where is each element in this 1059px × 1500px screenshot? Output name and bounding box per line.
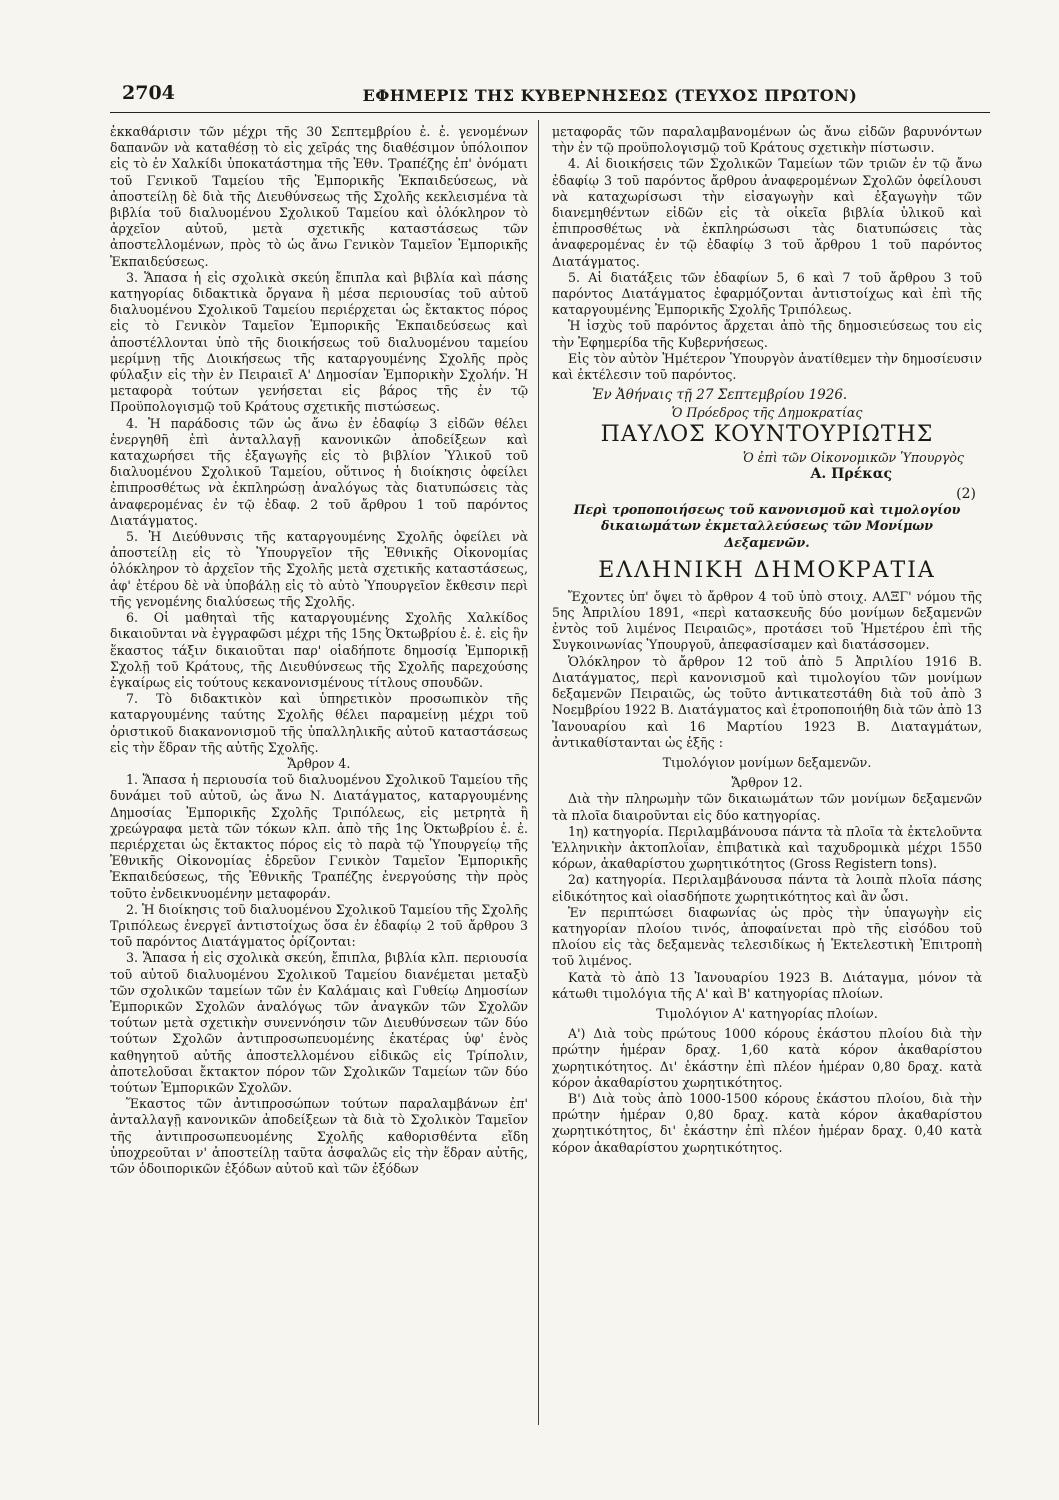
paragraph: 2α) κατηγορία. Περιλαμβάνουσα πάντα τὰ λοιπὰ πλοῖα πάσης εἰδικότητος καὶ οἱασδήποτε χωρητικότητος καὶ ἂν ὦσι. (552, 872, 982, 904)
paragraph: Διὰ τὴν πληρωμὴν τῶν δικαιωμάτων τῶν μονίμων δεξαμενῶν τὰ πλοῖα διαιροῦνται εἰς δύο κατηγορίας. (552, 791, 982, 823)
paragraph: 2. Ἡ διοίκησις τοῦ διαλυομένου Σχολικοῦ Ταμείου τῆς Σχολῆς Τριπόλεως ἐνεργεῖ ἀντιστοίχως ὅσα ἐν ἐδαφίῳ 2 τοῦ ἄρθρου 3 τοῦ παρόντος Διατάγματος ὁρίζονται: (110, 901, 528, 950)
article-heading: Ἄρθρον 4. (287, 755, 351, 771)
column-divider (538, 120, 539, 1425)
paragraph: 3. Ἅπασα ἡ εἰς σχολικὰ σκεύη, ἔπιπλα, βιβλία κλπ. περιουσία τοῦ αὐτοῦ διαλυομένου Σχολικοῦ Ταμείου διανέμεται μεταξὺ τῶν σχολικῶν ταμείων τῶν ἐν Καλάμαις καὶ Γυθείῳ Δημοσίων Ἐμπορικῶν Σχολῶν ἀναλόγως τῶν ἀναγκῶν τῶν Σχολῶν τούτων μετὰ σχετικὴν συνεννόησιν τῶν Διευθύνσεων τῶν δύο τούτων Σχολῶν ἀντιπροσωπευομένης ἑκατέρας ὑφ' ἑνὸς καθηγητοῦ αὐτῆς ἀποστελλομένου εἰδικῶς εἰς Τρίπολιν, ἀποτελοῦσαι ἔκτακτον πόρον τῶν Σχολικῶν Ταμείων τῶν δύο τούτων Ἐμπορικῶν Σχολῶν. (110, 950, 528, 1095)
paragraph: Β') Διὰ τοὺς ἀπὸ 1000-1500 κόρους ἑκάστου πλοίου, διὰ τὴν πρώτην ἡμέραν 0,80 δραχ. κατὰ κόρον ἀκαθαρίστου χωρητικότητος, δι' ἑκάστην ἐπὶ πλέον ἡμέραν δραχ. 0,40 κατὰ κόρον ἀκαθαρίστου χωρητικότητος. (552, 1090, 982, 1155)
republic-heading: ΕΛΛΗΝΙΚΗ ΔΗΜΟΚΡΑΤΙΑ (598, 557, 936, 583)
paragraph: 3. Ἅπασα ἡ εἰς σχολικὰ σκεύη ἔπιπλα καὶ βιβλία καὶ πάσης κατηγορίας διδακτικὰ ὄργανα ἢ μέσα περιουσίας τοῦ αὐτοῦ διαλυομένου Σχολικοῦ Ταμείου περιέρχεται ὡς ἔκτακτος πόρος εἰς τὸ Γενικὸν Ταμεῖον Ἐμπορικῆς Ἐκπαιδεύσεως καὶ ἀποστέλλονται ὑπὸ τῆς διοικήσεως τοῦ διαλυομένου ταμείου μερίμνῃ τῆς Διοικήσεως τῆς καταργουμένης Σχολῆς πρὸς φύλαξιν εἰς τὴν ἐν Πειραιεῖ Α' Δημοσίαν Ἐμπορικὴν Σχολήν. Ἡ μεταφορὰ τούτων γενήσεται εἰς βάρος τῆς ἐν τῷ Προϋπολογισμῷ τοῦ Κράτους σχετικῆς πιστώσεως. (110, 269, 528, 415)
paragraph: Εἰς τὸν αὐτὸν Ἡμέτερον Ὑπουργὸν ἀνατίθεμεν τὴν δημοσίευσιν καὶ ἐκτέλεσιν τοῦ παρόντος. (552, 350, 982, 383)
paragraph: Α') Διὰ τοὺς πρώτους 1000 κόρους ἑκάστου πλοίου διὰ τὴν πρώτην ἡμέραν δραχ. 1,60 κατὰ κόρον ἀκαθαρίστου χωρητικότητος. Δι' ἑκάστην ἐπὶ πλέον ἡμέραν 0,80 δραχ. κατὰ κόρον ἀκαθαρίστου χωρητικότητος. (552, 1026, 982, 1090)
paragraph: Ἐν περιπτώσει διαφωνίας ὡς πρὸς τὴν ὑπαγωγὴν εἰς κατηγορίαν πλοίου τινός, ἀποφαίνεται πρὸ τῆς εἰσόδου τοῦ πλοίου εἰς τὰς δεξαμενὰς τελεσιδίκως ἡ Ἐκτελεστικὴ Ἐπιτροπὴ τοῦ λιμένος. (552, 904, 982, 969)
paragraph: 5. Ἡ Διεύθυνσις τῆς καταργουμένης Σχολῆς ὀφείλει νὰ ἀποστείλῃ εἰς τὸ Ὑπουργεῖον τῆς Ἐθνικῆς Οἰκονομίας ὁλόκληρον τὸ ἀρχεῖον τῆς Σχολῆς μετὰ σχετικῆς καταστάσεως, ἀφ' ἑτέρου δὲ νὰ ὑποβάλῃ εἰς τὸ αὐτὸ Ὑπουργεῖον ἔκθεσιν περὶ τῆς γενομένης διαλύσεως τῆς Σχολῆς. (110, 529, 528, 609)
paragraph: Ἔχοντες ὑπ' ὄψει τὸ ἄρθρον 4 τοῦ ὑπὸ στοιχ. ΑΛΞΓ' νόμου τῆς 5ης Ἀπριλίου 1891, «περὶ κατασκευῆς δύο μονίμων δεξαμενῶν ἐντὸς τοῦ λιμένος Πειραιῶς», προτάσει τοῦ Ἡμετέρου ἐπὶ τῆς Συγκοινωνίας Ὑπουργοῦ, ἀπεφασίσαμεν καὶ διατάσσομεν. (552, 588, 982, 653)
paragraph: 5. Αἱ διατάξεις τῶν ἐδαφίων 5, 6 καὶ 7 τοῦ ἄρθρου 3 τοῦ παρόντος Διατάγματος ἐφαρμόζονται ἀντιστοίχως καὶ ἐπὶ τῆς καταργουμένης Ἐμπορικῆς Σχολῆς Τριπόλεως. (552, 269, 982, 318)
article-heading: Ἄρθρον 12. (731, 775, 803, 791)
minister-role: Ὁ ἐπὶ τῶν Οἰκονομικῶν Ὑπουργὸς (742, 449, 964, 465)
running-title: ΕΦΗΜΕΡΙΣ ΤΗΣ ΚΥΒΕΡΝΗΣΕΩΣ (ΤΕΥΧΟΣ ΠΡΩΤΟΝ) (362, 86, 858, 105)
paragraph: μεταφορᾶς τῶν παραλαμβανομένων ὡς ἄνω εἰδῶν βαρυνόντων τὴν ἐν τῷ προϋπολογισμῷ τοῦ Κράτους σχετικὴν πίστωσιν. (552, 124, 982, 156)
page-header (110, 82, 990, 112)
paragraph: Ἕκαστος τῶν ἀντιπροσώπων τούτων παραλαμβάνων ἐπ' ἀνταλλαγῇ κανονικῶν ἀποδείξεων τὰ διὰ τὸ Σχολικὸν Ταμεῖον τῆς ἀντιπροσωπευομένης Σχολῆς καθορισθέντα εἴδη ὑποχρεοῦται ν' ἀποστείλῃ ταῦτα ἀσφαλῶς εἰς τὴν ἕδραν αὐτῆς, τῶν ὁδοιπορικῶν ἐξόδων αὐτοῦ καὶ τῶν ἐξόδων (110, 1096, 528, 1176)
tariff-heading: Τιμολόγιον μονίμων δεξαμενῶν. (662, 754, 872, 770)
minister-name: Α. Πρέκας (810, 465, 892, 482)
paragraph: 1η) κατηγορία. Περιλαμβάνουσα πάντα τὰ πλοῖα τὰ ἐκτελοῦντα Ἑλληνικὴν ἀκτοπλοΐαν, ἐπιβατικὰ καὶ ταχυδρομικὰ μέχρι 1550 κόρων, ἀκαθαρίστου χωρητικότητος (Gross Registern tons). (552, 823, 982, 872)
right-column (552, 124, 982, 1156)
paragraph: Ὁλόκληρον τὸ ἄρθρον 12 τοῦ ἀπὸ 5 Ἀπριλίου 1916 Β. Διατάγματος, περὶ κανονισμοῦ καὶ τιμολογίου τῶν μονίμων δεξαμενῶν Πειραιῶς, ὡς τοῦτο ἀντικατεστάθη διὰ τοῦ ἀπὸ 3 Νοεμβρίου 1922 Β. Διατάγματος καὶ ἐτροποποιήθη διὰ τῶν ἀπὸ 13 Ἰανουαρίου καὶ 16 Μαρτίου 1923 Β. Διαταγμάτων, ἀντικαθίστανται ὡς ἑξῆς : (552, 653, 982, 750)
president-role: Ὁ Πρόεδρος τῆς Δημοκρατίας (671, 405, 863, 421)
decree-number: (2) (956, 486, 976, 503)
signature-date: Ἐν Ἀθήναις τῇ 27 Σεπτεμβρίου 1926. (592, 387, 848, 404)
page-number: 2704 (122, 82, 175, 104)
paragraph: 1. Ἅπασα ἡ περιουσία τοῦ διαλυομένου Σχολικοῦ Ταμείου τῆς δυνάμει τοῦ αὐτοῦ, ὡς ἄνω Ν. Διατάγματος, καταργουμένης Δημοσίας Ἐμπορικῆς Σχολῆς Τριπόλεως, εἰς μετρητὰ ἢ χρεώγραφα μετὰ τῶν τόκων κλπ. ἀπὸ τῆς 1ης Ὀκτωβρίου ἐ. ἐ. περιέρχεται ὡς ἔκτακτος πόρος εἰς τὸ παρὰ τῷ Ὑπουργείῳ τῆς Ἐθνικῆς Οἰκονομίας ἑδρεῦον Γενικὸν Ταμεῖον Ἐμπορικῆς Ἐκπαιδεύσεως, τῆς Ἐθνικῆς Τραπέζης ἐνεργούσης τὴν πρὸς τοῦτο ἐνδεικνυομένην μεταφοράν. (110, 772, 528, 901)
paragraph: 4. Ἡ παράδοσις τῶν ὡς ἄνω ἐν ἐδαφίῳ 3 εἰδῶν θέλει ἐνεργηθῆ ἐπὶ ἀνταλλαγῇ κανονικῶν ἀποδείξεων καὶ καταχωρήσει τῆς ἐξαγωγῆς εἰς τὸ βιβλίον Ὑλικοῦ τοῦ διαλυομένου Σχολικοῦ Ταμείου, οὕτινος ἡ διοίκησις ὀφείλει ἐπιπροσθέτως νὰ ἐκπληρώσῃ ἀναλόγως τὰς διατυπώσεις τὰς ἀναφερομένας ἐν τῷ ἐδαφ. 2 τοῦ ἄρθρου 1 τοῦ παρόντος Διατάγματος. (110, 415, 528, 528)
paragraph: 7. Τὸ διδακτικὸν καὶ ὑπηρετικὸν προσωπικὸν τῆς καταργουμένης ταύτης Σχολῆς θέλει παραμείνῃ μέχρι τοῦ ὁριστικοῦ διακανονισμοῦ τῆς ὑπαλληλικῆς αὐτοῦ καταστάσεως εἰς τὴν ἕδραν τῆς αὐτῆς Σχολῆς. (110, 691, 528, 755)
paragraph: Ἡ ἰσχὺς τοῦ παρόντος ἄρχεται ἀπὸ τῆς δημοσιεύσεως του εἰς τὴν Ἐφημερίδα τῆς Κυβερνήσεως. (552, 318, 982, 350)
paragraph: ἐκκαθάρισιν τῶν μέχρι τῆς 30 Σεπτεμβρίου ἐ. ἐ. γενομένων δαπανῶν νὰ καταθέσῃ τὸ εἰς χεῖράς της διαθέσιμον ὑπόλοιπον εἰς τὸ ἐν Χαλκίδι ὑποκατάστημα τῆς Ἐθν. Τραπέζης ἐπ' ὀνόματι τοῦ Γενικοῦ Ταμείου τῆς Ἐμπορικῆς Ἐκπαιδεύσεως, νὰ ἀποστείλῃ δὲ διὰ τῆς Διευθύνσεως τῆς Σχολῆς κεκλεισμένα τὰ βιβλία τοῦ διαλυομένου Σχολικοῦ Ταμείου καὶ ὁλόκληρον τὸ ἀρχεῖον αὐτοῦ, μετὰ σχετικῆς καταστάσεως τῶν ἀποστελλομένων, πρὸς τὸ ὡς ἄνω Γενικὸν Ταμεῖον Ἐμπορικῆς Ἐκπαιδεύσεως. (110, 124, 528, 269)
header-rule (110, 112, 990, 113)
left-column (110, 124, 528, 1177)
tariff-a-heading: Τιμολόγιον Α' κατηγορίας πλοίων. (656, 1005, 878, 1021)
paragraph: 4. Αἱ διοικήσεις τῶν Σχολικῶν Ταμείων τῶν τριῶν ἐν τῷ ἄνω ἐδαφίῳ 3 τοῦ παρόντος ἄρθρου ἀναφερομένων Σχολῶν ὀφείλουσι νὰ καταχωρίσωσι τὴν εἰσαγωγὴν καὶ ἐξαγωγὴν τῶν διανεμηθέντων εἰδῶν εἰς τὰ οἰκεῖα βιβλία ὑλικοῦ καὶ ἐπιπροσθέτως νὰ ἐκπληρώσωσι τὰς διατυπώσεις τὰς ἀναφερομένας ἐν τῷ ἐδαφίῳ 3 τοῦ ἄρθρου 1 τοῦ παρόντος Διατάγματος. (552, 156, 982, 269)
paragraph: Κατὰ τὸ ἀπὸ 13 Ἰανουαρίου 1923 Β. Διάταγμα, μόνον τὰ κάτωθι τιμολόγια τῆς Α' καὶ Β' κατηγορίας πλοίων. (552, 969, 982, 1001)
paragraph: 6. Οἱ μαθηταὶ τῆς καταργουμένης Σχολῆς Χαλκίδος δικαιοῦνται νὰ ἐγγραφῶσι μέχρι τῆς 15ης Ὀκτωβρίου ἐ. ἐ. εἰς ἣν ἕκαστος τάξιν δικαιοῦται παρ' οἱαδήποτε δημοσίᾳ Ἐμπορικῇ Σχολῇ τοῦ Κράτους, τῆς Διευθύνσεως τῆς Σχολῆς παρεχούσης ἐγκαίρως εἰς τούτους κεκανονισμένους τίτλους σπουδῶν. (110, 610, 528, 690)
president-name: ΠΑΥΛΟΣ ΚΟΥΝΤΟΥΡΙΩΤΗΣ (600, 421, 934, 447)
decree-title: Περὶ τροποποιήσεως τοῦ κανονισμοῦ καὶ τιμολογίου δικαιωμάτων ἐκμεταλλεύσεως τῶν Μονίμων Δεξαμενῶν. (573, 502, 961, 550)
